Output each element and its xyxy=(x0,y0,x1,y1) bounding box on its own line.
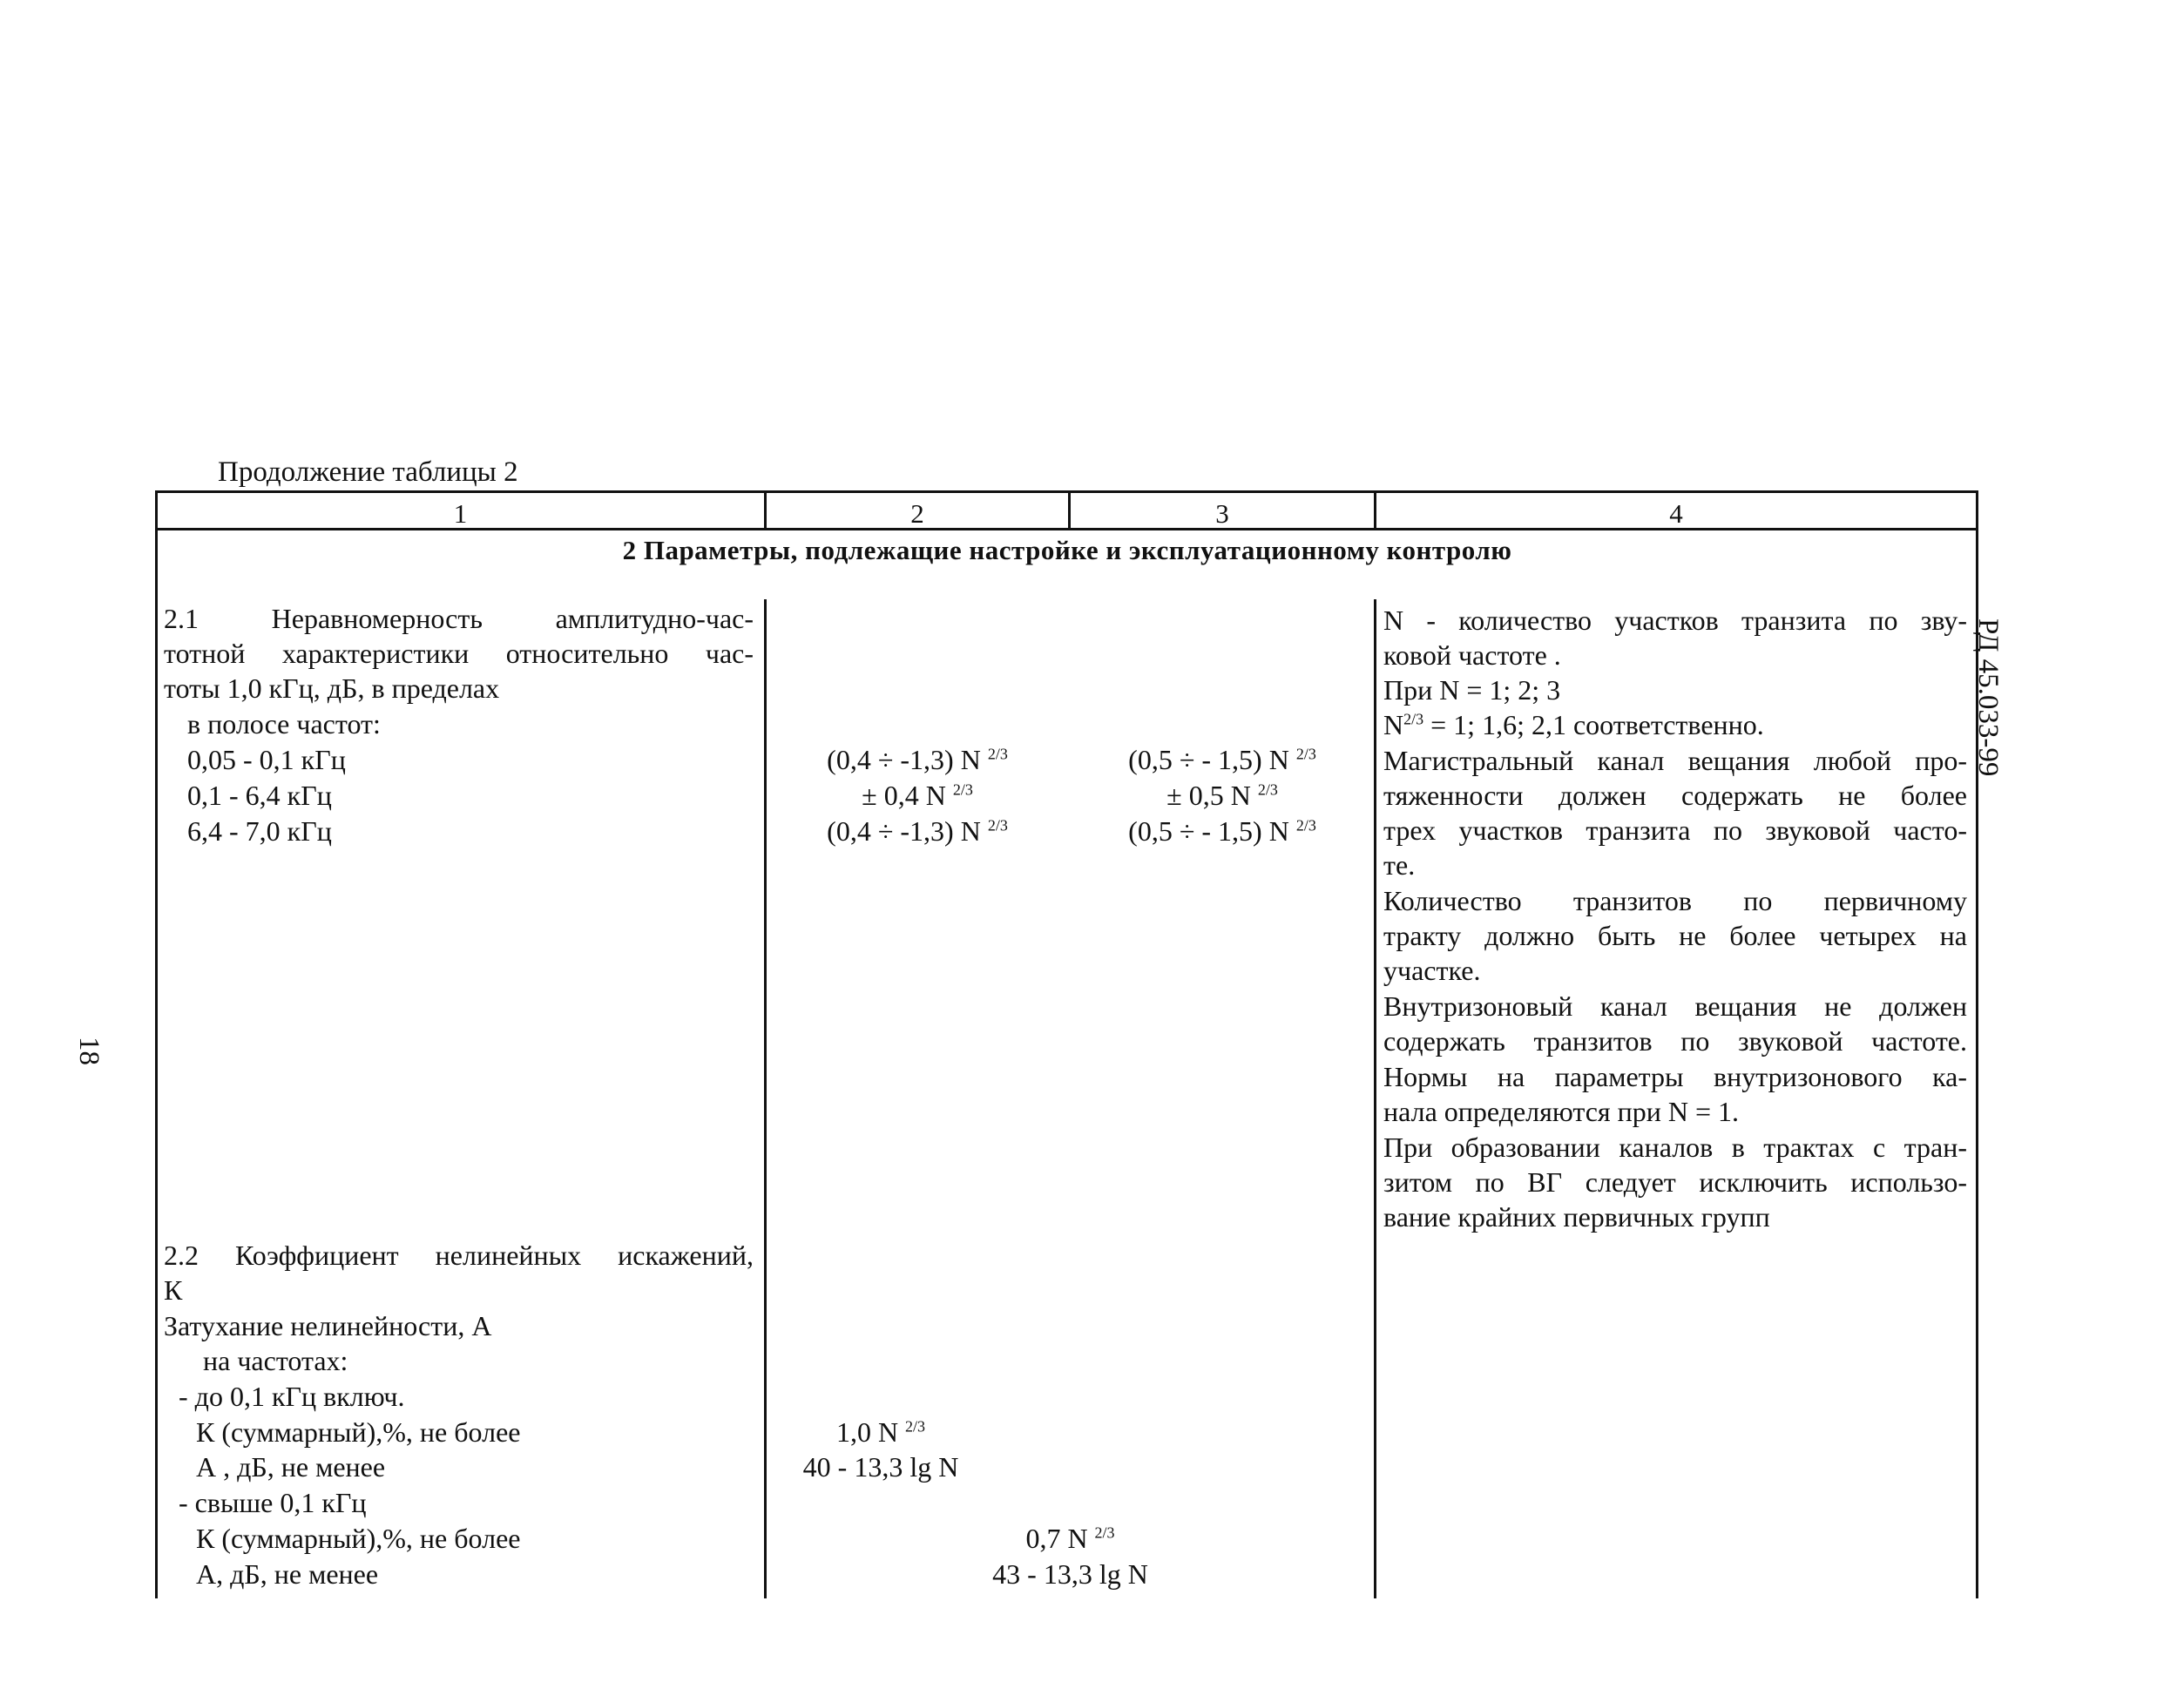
row-2-1-col3-value-1: (0,5 ÷ - 1,5) N $^{2/3}$ xyxy=(1128,744,1316,775)
note-line-15: нала определяются при N = 1. xyxy=(1383,1096,1740,1127)
row-2-1-band-2: 0,1 - 6,4 кГц xyxy=(187,780,332,811)
row-2-1-title-line-2: тотной характеристики относительно час- xyxy=(164,638,754,669)
row-2-1-band-3: 6,4 - 7,0 кГц xyxy=(187,815,332,847)
note-line-12: Внутризоновый канал вещания не должен xyxy=(1383,990,1967,1022)
column-header-1: 1 xyxy=(453,498,468,529)
note-line-13: содержать транзитов по звуковой частоте. xyxy=(1383,1025,1967,1057)
row-2-2-line-1: 2.2 Коэффициент нелинейных искажений, xyxy=(164,1240,754,1271)
note-line-3: При N = 1; 2; 3 xyxy=(1383,674,1561,706)
column-header-3: 3 xyxy=(1215,498,1229,529)
table-caption: Продолжение таблицы 2 xyxy=(218,456,518,488)
note-line-7: трех участков транзита по звуковой часто- xyxy=(1383,814,1967,846)
table-top-border xyxy=(155,490,1978,493)
column-header-4: 4 xyxy=(1669,498,1683,529)
note-line-8: те. xyxy=(1383,849,1416,881)
column-header-2: 2 xyxy=(910,498,924,529)
document-code: РД 45.033-99 xyxy=(1972,618,2004,777)
note-line-11: участке. xyxy=(1383,955,1481,986)
note-line-5: Магистральный канал вещания любой про- xyxy=(1383,745,1967,776)
row-2-1-col2-value-3: (0,4 ÷ -1,3) N $^{2/3}$ xyxy=(827,815,1008,847)
note-line-14: Нормы на параметры внутризонового ка- xyxy=(1383,1061,1967,1092)
row-2-2-line-3: Затухание нелинейности, А xyxy=(164,1310,492,1341)
row-2-1-title-line-1: 2.1 Неравномерность амплитудно-час- xyxy=(164,603,754,634)
row-2-1-col3-value-3: (0,5 ÷ - 1,5) N $^{2/3}$ xyxy=(1128,815,1316,847)
page-number: 18 xyxy=(73,1037,105,1065)
section-title: 2 Параметры, подлежащие настройке и эксплуатационному контролю xyxy=(622,535,1512,565)
row-2-2-line-8: - свыше 0,1 кГц xyxy=(179,1487,367,1518)
note-line-18: вание крайних первичных групп xyxy=(1383,1201,1770,1233)
row-2-2-span-k-value: 0,7 N $^{2/3}$ xyxy=(1025,1523,1115,1554)
row-2-2-line-9: К (суммарный),%, не более xyxy=(196,1523,521,1554)
row-2-2-col2-a-value: 40 - 13,3 lg N xyxy=(802,1451,959,1483)
row-2-1-band-1: 0,05 - 0,1 кГц xyxy=(187,744,346,775)
note-line-2: ковой частоте . xyxy=(1383,639,1561,671)
row-2-2-col2-k-value: 1,0 N $^{2/3}$ xyxy=(835,1416,926,1448)
row-2-2-line-5: - до 0,1 кГц включ. xyxy=(179,1381,405,1412)
note-line-4: $N^{2/3} = 1$; 1,6; 2,1 соответственно. xyxy=(1383,709,1764,740)
row-2-1-col3-value-2: ± 0,5 N $^{2/3}$ xyxy=(1166,780,1278,811)
row-2-1-title-line-3: тоты 1,0 кГц, дБ, в пределах xyxy=(164,672,500,704)
row-2-2-line-10: А, дБ, не менее xyxy=(196,1558,379,1590)
row-2-1-band-label: в полосе частот: xyxy=(187,708,381,740)
note-line-17: зитом по ВГ следует исключить использо- xyxy=(1383,1166,1967,1198)
note-line-6: тяженности должен содержать не более xyxy=(1383,780,1967,811)
row-2-2-line-6: К (суммарный),%, не более xyxy=(196,1416,521,1448)
note-line-10: тракту должно быть не более четырех на xyxy=(1383,920,1967,951)
note-line-16: При образовании каналов в трактах с тран- xyxy=(1383,1132,1967,1163)
row-2-2-line-4: на частотах: xyxy=(203,1345,348,1376)
row-2-1-col2-value-1: (0,4 ÷ -1,3) N $^{2/3}$ xyxy=(827,744,1008,775)
note-line-1: N - количество участков транзита по зву- xyxy=(1383,605,1967,636)
row-2-2-line-7: А , дБ, не менее xyxy=(196,1451,386,1483)
note-line-9: Количество транзитов по первичному xyxy=(1383,885,1967,916)
col-divider-3-body xyxy=(1374,599,1376,1598)
row-2-2-line-2: К xyxy=(164,1274,183,1306)
row-2-2-span-a-value: 43 - 13,3 lg N xyxy=(992,1558,1148,1590)
row-2-1-col2-value-2: ± 0,4 N $^{2/3}$ xyxy=(862,780,973,811)
table-left-border xyxy=(155,490,158,1598)
